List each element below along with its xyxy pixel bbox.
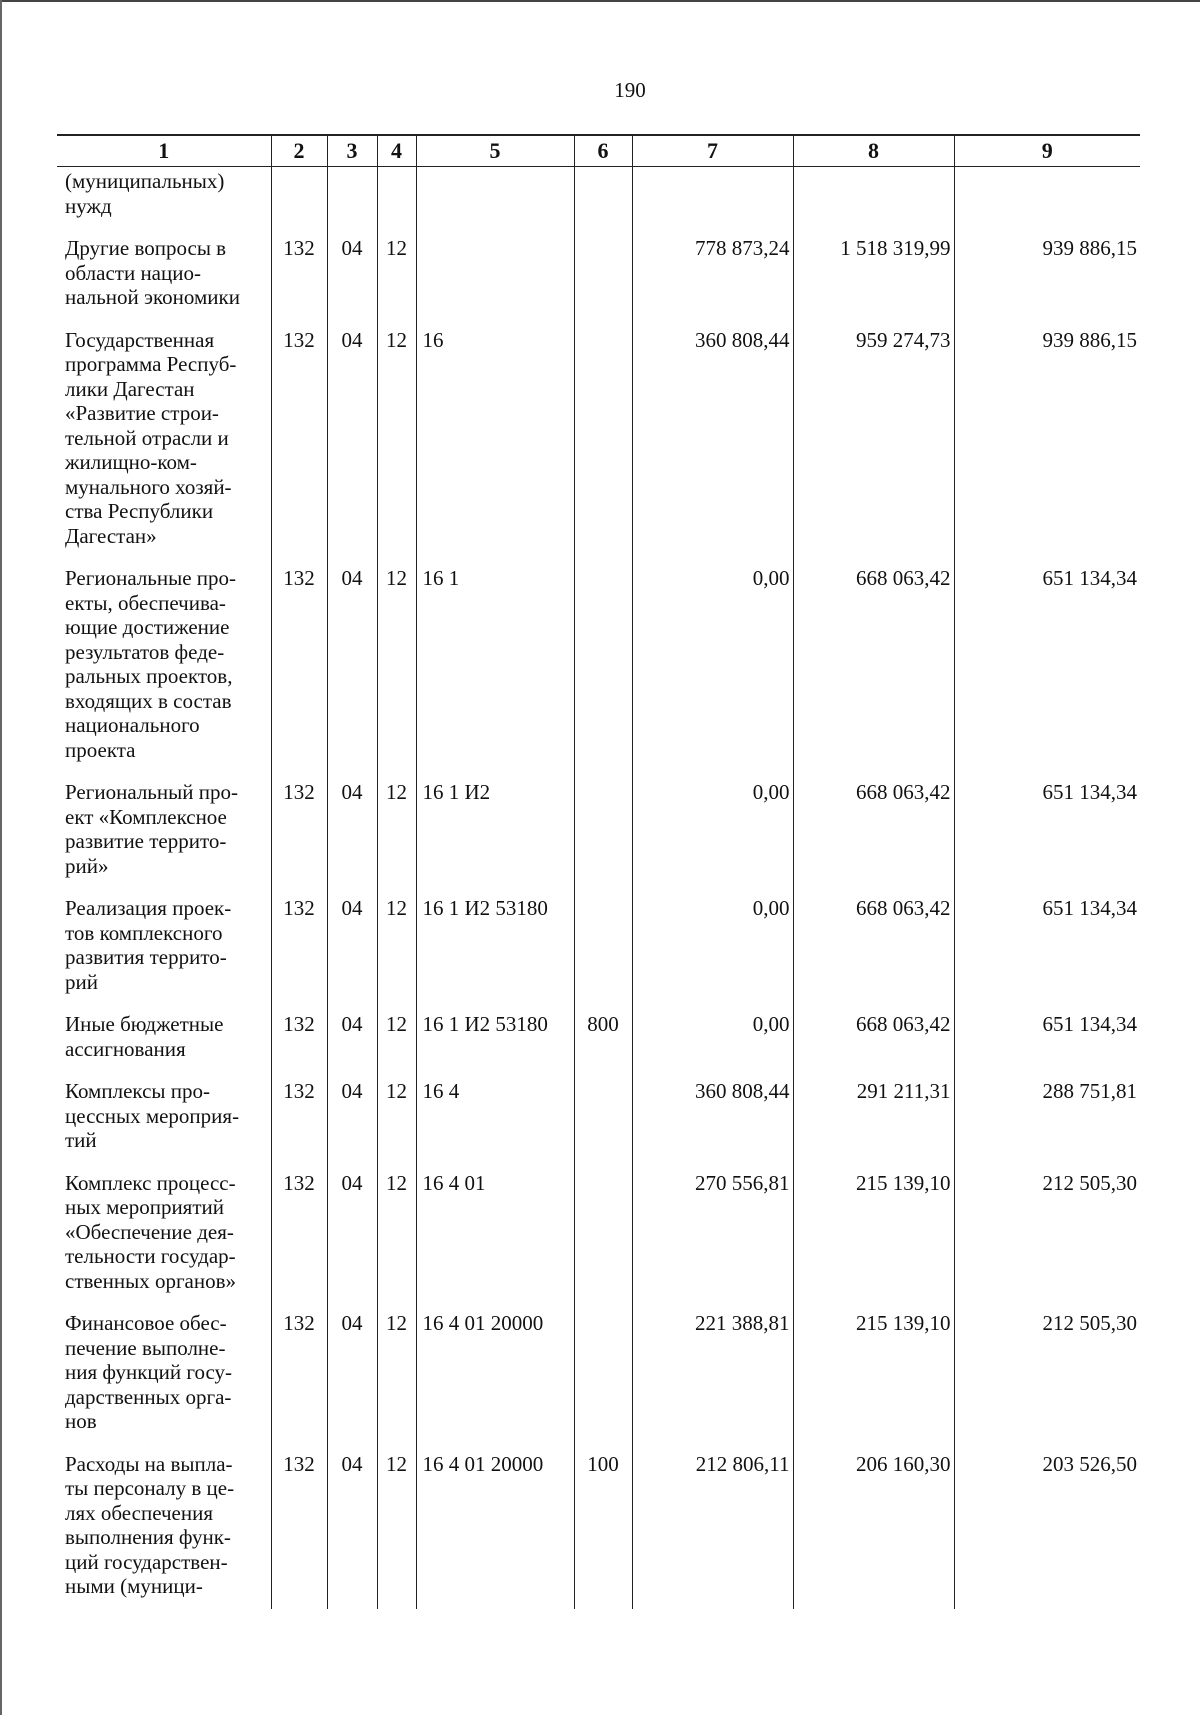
section-code: 04 xyxy=(327,1309,377,1450)
subsection-code: 12 xyxy=(377,1169,416,1310)
header-col-6: 6 xyxy=(574,135,632,167)
amount-col-9: 651 134,34 xyxy=(954,1010,1140,1077)
ved-code: 132 xyxy=(271,564,327,778)
row-name: Региональный про- ект «Комплексное развитие террито- рий» xyxy=(65,780,238,878)
amount-col-9: 939 886,15 xyxy=(954,326,1140,565)
page-number: 190 xyxy=(614,78,646,102)
subsection-code: 12 xyxy=(377,1010,416,1077)
ved-code: 132 xyxy=(271,1077,327,1169)
row-name: Другие вопросы в области нацио- нальной экономики xyxy=(65,236,240,309)
amount-col-9 xyxy=(954,167,1140,235)
expense-type-code xyxy=(574,1077,632,1169)
header-col-7: 7 xyxy=(632,135,793,167)
row-name: Государственная программа Респуб- лики Дагестан «Развитие строи- тельной отрасли и жилищно-ком- мунального хозяй- ства Республики Дагестан» xyxy=(65,327,237,548)
subsection-code: 12 xyxy=(377,326,416,565)
scan-edge-top xyxy=(0,0,1200,2)
target-article-code: 16 4 01 xyxy=(416,1169,574,1310)
table-row xyxy=(57,167,1140,235)
section-code: 04 xyxy=(327,564,377,778)
amount-col-7: 0,00 xyxy=(632,894,793,1010)
target-article-code: 16 1 И2 53180 xyxy=(416,894,574,1010)
row-name: Комплексы про- цессных мероприя- тий xyxy=(65,1079,240,1152)
amount-col-7: 360 808,44 xyxy=(632,326,793,565)
section-code: 04 xyxy=(327,1169,377,1310)
header-col-5: 5 xyxy=(416,135,574,167)
header-col-1: 1 xyxy=(57,135,271,167)
table-row xyxy=(57,1010,1140,1077)
amount-col-8: 668 063,42 xyxy=(793,1010,954,1077)
budget-table xyxy=(57,134,1140,1609)
section-code xyxy=(327,167,377,235)
section-code: 04 xyxy=(327,1450,377,1609)
amount-col-9: 651 134,34 xyxy=(954,894,1140,1010)
amount-col-8 xyxy=(793,167,954,235)
scan-edge-left xyxy=(0,0,2,1715)
amount-col-8: 215 139,10 xyxy=(793,1309,954,1450)
target-article-code: 16 4 01 20000 xyxy=(416,1450,574,1609)
expense-type-code xyxy=(574,167,632,235)
ved-code: 132 xyxy=(271,1169,327,1310)
amount-col-7: 0,00 xyxy=(632,1010,793,1077)
amount-col-8: 291 211,31 xyxy=(793,1077,954,1169)
amount-col-8: 668 063,42 xyxy=(793,894,954,1010)
table-body xyxy=(57,167,1140,1609)
header-col-3: 3 xyxy=(327,135,377,167)
row-name: Комплекс процесс- ных мероприятий «Обеспечение дея- тельности государ- ственных органов» xyxy=(65,1170,237,1293)
subsection-code: 12 xyxy=(377,1077,416,1169)
header-col-9: 9 xyxy=(954,135,1140,167)
amount-col-9: 212 505,30 xyxy=(954,1309,1140,1450)
ved-code xyxy=(271,167,327,235)
target-article-code xyxy=(416,234,574,326)
table-row xyxy=(57,778,1140,894)
header-col-8: 8 xyxy=(793,135,954,167)
ved-code: 132 xyxy=(271,1450,327,1609)
amount-col-8: 959 274,73 xyxy=(793,326,954,565)
expense-type-code xyxy=(574,778,632,894)
ved-code: 132 xyxy=(271,1010,327,1077)
amount-col-9: 288 751,81 xyxy=(954,1077,1140,1169)
header-row xyxy=(57,135,1140,167)
amount-col-9: 651 134,34 xyxy=(954,564,1140,778)
target-article-code: 16 1 xyxy=(416,564,574,778)
section-code: 04 xyxy=(327,326,377,565)
expense-type-code xyxy=(574,894,632,1010)
ved-code: 132 xyxy=(271,894,327,1010)
amount-col-8: 206 160,30 xyxy=(793,1450,954,1609)
amount-col-7: 0,00 xyxy=(632,778,793,894)
table-row xyxy=(57,1077,1140,1169)
expense-type-code xyxy=(574,564,632,778)
row-name: (муниципальных) нужд xyxy=(65,169,225,218)
expense-type-code xyxy=(574,1309,632,1450)
row-name: Расходы на выпла- ты персоналу в це- лях обеспечения выполнения функ- ций государствен- ными (муници- xyxy=(65,1451,235,1598)
target-article-code: 16 4 xyxy=(416,1077,574,1169)
row-name: Региональные про- екты, обеспечива- ющие достижение результатов феде- ральных проектов, входящих в состав национального проекта xyxy=(65,566,237,762)
expense-type-code xyxy=(574,234,632,326)
amount-col-9: 939 886,15 xyxy=(954,234,1140,326)
row-name: Иные бюджетные ассигнования xyxy=(65,1012,224,1061)
subsection-code: 12 xyxy=(377,894,416,1010)
section-code: 04 xyxy=(327,234,377,326)
table-row xyxy=(57,326,1140,565)
table-row xyxy=(57,1309,1140,1450)
subsection-code: 12 xyxy=(377,564,416,778)
amount-col-8: 668 063,42 xyxy=(793,778,954,894)
amount-col-7: 212 806,11 xyxy=(632,1450,793,1609)
expense-type-code xyxy=(574,326,632,565)
row-name: Реализация проек- тов комплексного развития террито- рий xyxy=(65,896,232,994)
subsection-code: 12 xyxy=(377,234,416,326)
amount-col-9: 651 134,34 xyxy=(954,778,1140,894)
header-col-2: 2 xyxy=(271,135,327,167)
subsection-code: 12 xyxy=(377,1450,416,1609)
amount-col-7: 0,00 xyxy=(632,564,793,778)
table-row xyxy=(57,894,1140,1010)
subsection-code: 12 xyxy=(377,1309,416,1450)
target-article-code: 16 xyxy=(416,326,574,565)
expense-type-code xyxy=(574,1169,632,1310)
table-row xyxy=(57,1450,1140,1609)
section-code: 04 xyxy=(327,1077,377,1169)
expense-type-code: 800 xyxy=(574,1010,632,1077)
section-code: 04 xyxy=(327,778,377,894)
amount-col-8: 1 518 319,99 xyxy=(793,234,954,326)
target-article-code: 16 1 И2 53180 xyxy=(416,1010,574,1077)
subsection-code xyxy=(377,167,416,235)
ved-code: 132 xyxy=(271,778,327,894)
amount-col-9: 203 526,50 xyxy=(954,1450,1140,1609)
subsection-code: 12 xyxy=(377,778,416,894)
row-name: Финансовое обес- печение выполне- ния функций госу- дарственных орга- нов xyxy=(65,1311,233,1433)
ved-code: 132 xyxy=(271,1309,327,1450)
target-article-code: 16 1 И2 xyxy=(416,778,574,894)
amount-col-7: 360 808,44 xyxy=(632,1077,793,1169)
table-row xyxy=(57,564,1140,778)
section-code: 04 xyxy=(327,1010,377,1077)
amount-col-9: 212 505,30 xyxy=(954,1169,1140,1310)
amount-col-7: 221 388,81 xyxy=(632,1309,793,1450)
target-article-code xyxy=(416,167,574,235)
amount-col-7 xyxy=(632,167,793,235)
section-code: 04 xyxy=(327,894,377,1010)
amount-col-7: 270 556,81 xyxy=(632,1169,793,1310)
expense-type-code: 100 xyxy=(574,1450,632,1609)
ved-code: 132 xyxy=(271,234,327,326)
table-row xyxy=(57,234,1140,326)
table-row xyxy=(57,1169,1140,1310)
ved-code: 132 xyxy=(271,326,327,565)
target-article-code: 16 4 01 20000 xyxy=(416,1309,574,1450)
amount-col-8: 668 063,42 xyxy=(793,564,954,778)
amount-col-8: 215 139,10 xyxy=(793,1169,954,1310)
amount-col-7: 778 873,24 xyxy=(632,234,793,326)
header-col-4: 4 xyxy=(377,135,416,167)
